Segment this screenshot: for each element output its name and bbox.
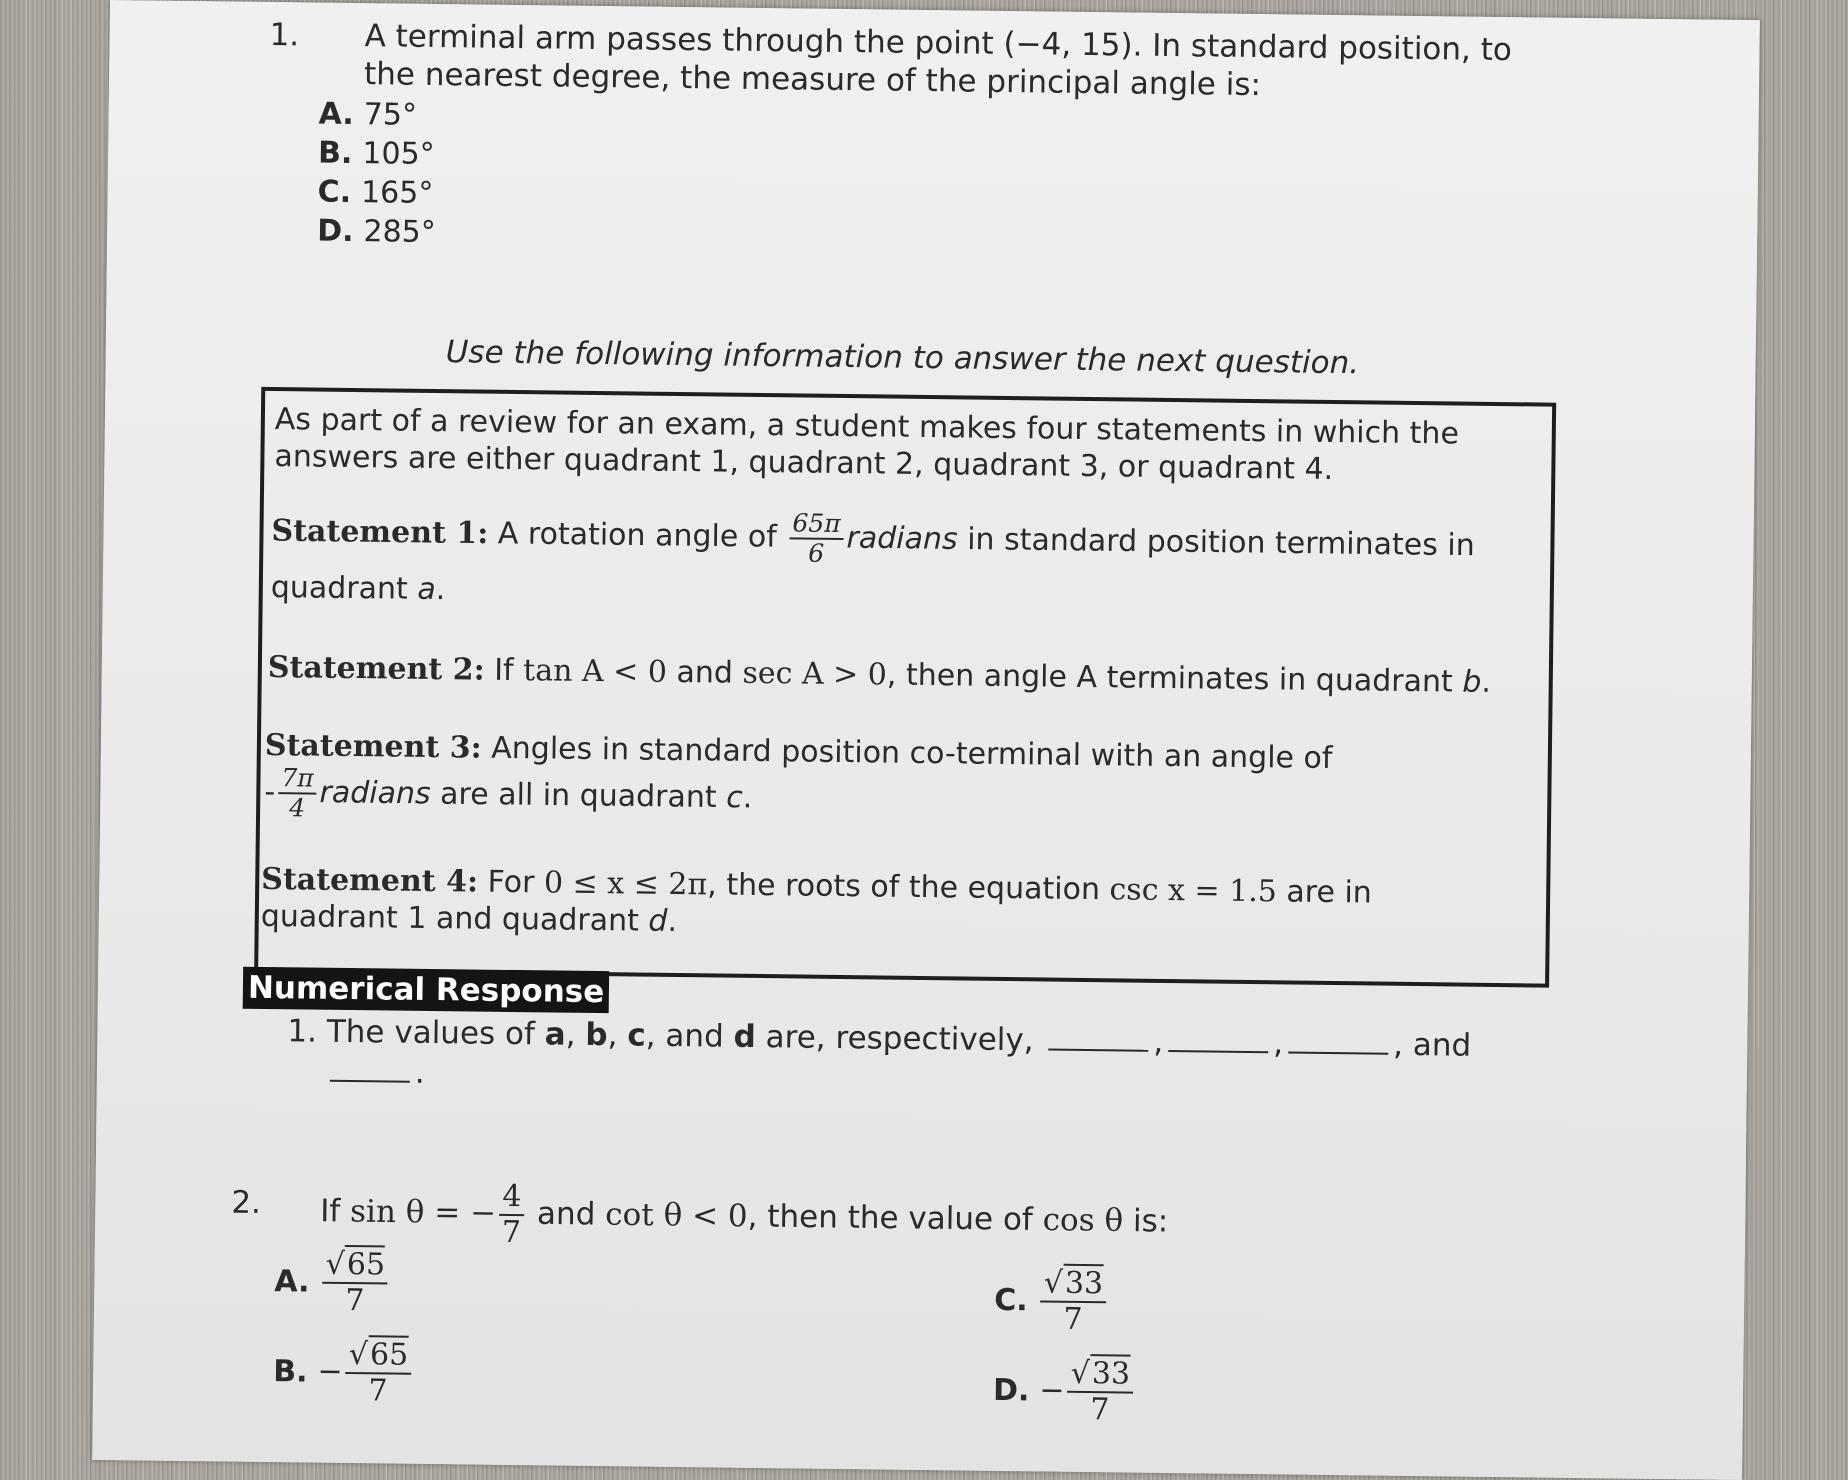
radicand: 65 bbox=[345, 1245, 386, 1282]
q2-option-d[interactable] bbox=[993, 1356, 1137, 1428]
denominator: 7 bbox=[322, 1284, 388, 1319]
fraction bbox=[789, 509, 844, 568]
statement-2 bbox=[268, 649, 1492, 701]
option-letter: D. bbox=[993, 1372, 1030, 1407]
answer-blank-c[interactable] bbox=[1288, 1051, 1388, 1054]
numerical-response-label: Numerical Response bbox=[243, 967, 610, 1013]
radicand: 33 bbox=[1063, 1264, 1104, 1301]
statement-text: are in bbox=[1286, 874, 1372, 910]
denominator: 6 bbox=[789, 539, 844, 568]
option-letter: C. bbox=[994, 1282, 1028, 1317]
option-text: 105° bbox=[362, 136, 435, 172]
statement-text: The values of bbox=[327, 1014, 536, 1053]
math-expression: cot θ < 0 bbox=[605, 1197, 748, 1235]
q1-number: 1. bbox=[269, 16, 299, 54]
variable: a bbox=[417, 572, 436, 607]
fraction bbox=[499, 1180, 525, 1250]
nr-question: 1. The values of a, b, c, and d are, respectively, , , , and bbox=[287, 1012, 1471, 1064]
option-text: 285° bbox=[363, 214, 436, 250]
statement-label: Statement 2: bbox=[268, 650, 485, 688]
punctuation: . bbox=[1481, 665, 1491, 700]
math-expression: sec A > 0 bbox=[742, 656, 887, 693]
statement-3-line2 bbox=[264, 764, 753, 828]
q1-option-d[interactable] bbox=[317, 212, 436, 252]
radicand: 65 bbox=[368, 1335, 409, 1372]
variable: d bbox=[648, 904, 667, 939]
denominator: 4 bbox=[278, 794, 317, 822]
unit-radians: radians bbox=[846, 521, 958, 557]
statement-4-line2 bbox=[261, 898, 678, 940]
numerator: 4 bbox=[499, 1180, 525, 1216]
statement-text: A rotation angle of bbox=[498, 516, 777, 554]
math-expression: 0 ≤ x ≤ 2π bbox=[544, 865, 708, 902]
statement-text: If bbox=[320, 1193, 341, 1229]
option-letter: B. bbox=[318, 136, 353, 171]
statement-text: quadrant bbox=[271, 570, 408, 607]
punctuation: . bbox=[742, 780, 752, 815]
q1-option-c[interactable] bbox=[317, 173, 433, 213]
fraction bbox=[278, 764, 317, 822]
statement-text: Angles in standard position co-terminal with an angle of bbox=[491, 731, 1333, 776]
statement-label: Statement 3: bbox=[265, 728, 482, 766]
option-fraction: $\frac{√65}{7}$ bbox=[345, 1338, 411, 1409]
math-expression: csc x = 1.5 bbox=[1109, 872, 1277, 909]
variable-b: b bbox=[585, 1017, 608, 1053]
statement-text: quadrant 1 and quadrant bbox=[261, 899, 639, 939]
math-expression: tan A < 0 bbox=[523, 653, 667, 690]
denominator: 7 bbox=[345, 1374, 411, 1409]
option-letter: A. bbox=[318, 97, 354, 132]
minus-sign: - bbox=[264, 774, 275, 809]
statement-text: and bbox=[537, 1196, 596, 1233]
unit-radians: radians bbox=[319, 775, 431, 811]
q2-stem bbox=[320, 1178, 1169, 1258]
q2-option-b[interactable] bbox=[273, 1337, 415, 1409]
statement-text: , the roots of the equation bbox=[707, 867, 1100, 907]
option-fraction: $\frac{√33}{7}$ bbox=[1067, 1357, 1133, 1428]
statement-label: Statement 1: bbox=[271, 514, 488, 552]
statement-1-line2 bbox=[271, 569, 446, 608]
punctuation: . bbox=[436, 572, 446, 607]
math-expression: sin θ = − bbox=[350, 1194, 496, 1232]
statement-label: Statement 4: bbox=[261, 862, 478, 900]
statement-text: and bbox=[1413, 1027, 1472, 1064]
variable-d: d bbox=[733, 1019, 756, 1055]
variable: c bbox=[726, 780, 743, 815]
numerator: 65π bbox=[789, 509, 844, 540]
statement-1 bbox=[271, 503, 1475, 576]
nr-line2: . bbox=[325, 1053, 425, 1092]
worksheet-page bbox=[92, 0, 1760, 1480]
option-text: 75° bbox=[364, 97, 418, 133]
variable: b bbox=[1462, 665, 1481, 700]
numerator: 7π bbox=[278, 764, 317, 794]
q2-option-c[interactable] bbox=[994, 1266, 1110, 1337]
info-heading: Use the following information to answer the next question. bbox=[446, 334, 1360, 381]
statement-text: and bbox=[676, 655, 733, 691]
denominator: 7 bbox=[499, 1216, 525, 1250]
q2-number: 2. bbox=[231, 1184, 261, 1222]
option-text: 165° bbox=[361, 175, 434, 211]
answer-blank-a[interactable] bbox=[1048, 1049, 1148, 1052]
variable-a: a bbox=[545, 1016, 566, 1052]
denominator: 7 bbox=[1067, 1393, 1133, 1428]
statement-text: For bbox=[487, 865, 534, 901]
statement-text: are, respectively, bbox=[765, 1019, 1033, 1058]
option-fraction: $\frac{√65}{7}$ bbox=[322, 1248, 388, 1319]
statement-text: are all in quadrant bbox=[440, 777, 717, 815]
intro-line1: As part of a review for an exam, a student makes four statements in which the bbox=[275, 401, 1459, 452]
q2-option-a[interactable] bbox=[274, 1247, 391, 1318]
option-sign: − bbox=[1039, 1373, 1065, 1408]
statement-text: is: bbox=[1133, 1203, 1169, 1239]
q1-option-a[interactable] bbox=[318, 95, 417, 135]
statement-text: , then angle A terminates in quadrant bbox=[887, 658, 1453, 700]
option-fraction: $\frac{√33}{7}$ bbox=[1040, 1266, 1106, 1337]
statement-text: and bbox=[665, 1018, 724, 1055]
option-letter: A. bbox=[274, 1264, 310, 1299]
statement-text: , then the value of bbox=[747, 1198, 1033, 1237]
denominator: 7 bbox=[1040, 1302, 1106, 1337]
nr-number: 1. bbox=[287, 1013, 317, 1049]
option-sign: − bbox=[317, 1354, 343, 1389]
statement-text: If bbox=[494, 653, 514, 688]
q1-option-b[interactable] bbox=[318, 134, 435, 174]
q1-stem-line2: the nearest degree, the measure of the principal angle is: bbox=[364, 55, 1261, 104]
statement-text: in standard position terminates in bbox=[967, 522, 1475, 563]
variable-c: c bbox=[627, 1017, 646, 1053]
answer-blank-d[interactable] bbox=[330, 1080, 410, 1083]
option-letter: C. bbox=[317, 175, 351, 210]
intro-line2: answers are either quadrant 1, quadrant 2, quadrant 3, or quadrant 4. bbox=[274, 438, 1333, 488]
punctuation: . bbox=[667, 904, 677, 939]
math-expression: cos θ bbox=[1042, 1202, 1123, 1239]
answer-blank-b[interactable] bbox=[1168, 1050, 1268, 1053]
radicand: 33 bbox=[1090, 1354, 1131, 1391]
info-box bbox=[254, 387, 1556, 988]
option-letter: B. bbox=[273, 1354, 308, 1389]
q1-stem-line1: A terminal arm passes through the point (−4, 15). In standard position, to bbox=[364, 17, 1512, 69]
option-letter: D. bbox=[317, 214, 354, 249]
